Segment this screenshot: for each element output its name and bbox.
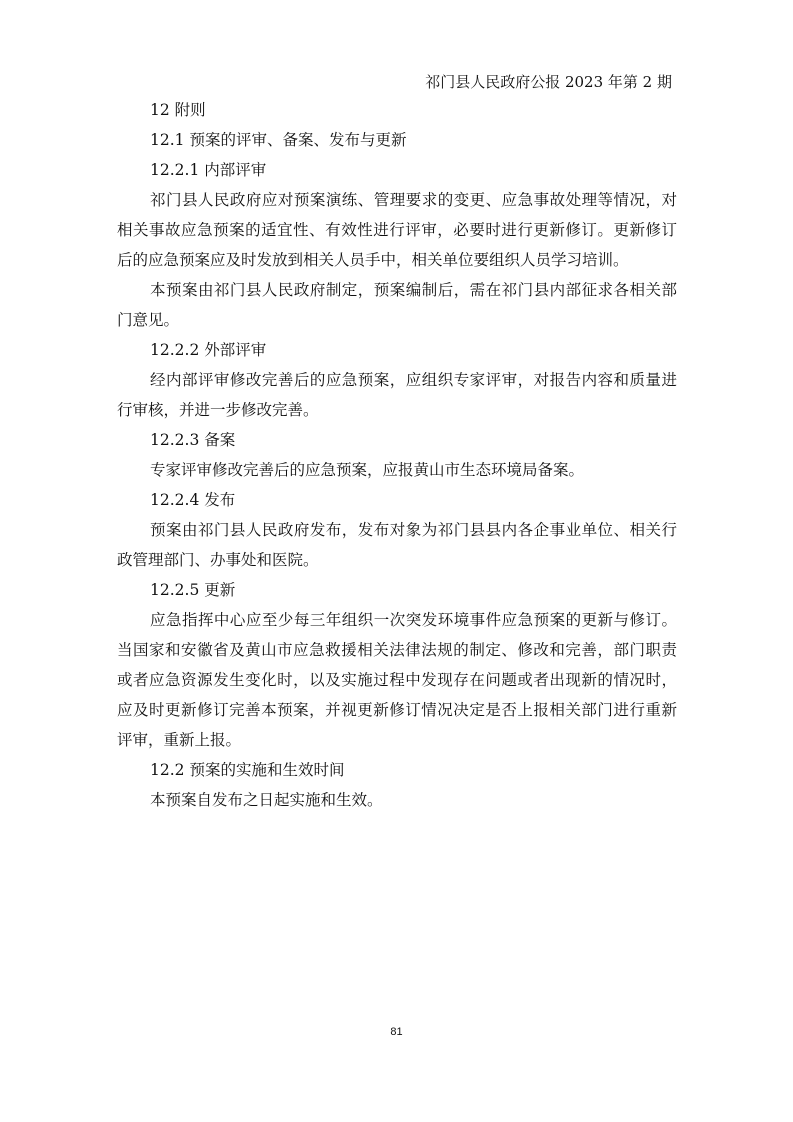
- subsection-heading-filing: 12.2.3 备案: [150, 431, 236, 449]
- page-number: 81: [390, 1026, 403, 1038]
- paragraph-line: 应急指挥中心应至少每三年组织一次突发环境事件应急预案的更新与修订。: [150, 611, 677, 629]
- paragraph-line: 预案由祁门县人民政府发布，发布对象为祁门县县内各企事业单位、相关行: [150, 521, 677, 539]
- paragraph-line: 当国家和安徽省及黄山市应急救援相关法律法规的制定、修改和完善，部门职责: [117, 641, 677, 659]
- paragraph-line: 应及时更新修订完善本预案，并视更新修订情况决定是否上报相关部门进行重新: [117, 701, 677, 719]
- section-heading-implementation: 12.2 预案的实施和生效时间: [150, 761, 345, 779]
- paragraph-line: 祁门县人民政府应对预案演练、管理要求的变更、应急事故处理等情况，对: [150, 191, 677, 209]
- section-heading-appendix: 12 附则: [150, 101, 206, 119]
- paragraph-line: 或者应急资源发生变化时，以及实施过程中发现存在问题或者出现新的情况时，: [117, 671, 677, 689]
- paragraph-line: 相关事故应急预案的适宜性、有效性进行评审，必要时进行更新修订。更新修订: [117, 221, 677, 239]
- paragraph-line: 后的应急预案应及时发放到相关人员手中，相关单位要组织人员学习培训。: [117, 251, 629, 269]
- paragraph-line: 本预案由祁门县人民政府制定，预案编制后，需在祁门县内部征求各相关部: [150, 281, 677, 299]
- paragraph-line: 评审，重新上报。: [117, 731, 242, 749]
- subsection-heading-release: 12.2.4 发布: [150, 491, 236, 509]
- subsection-heading-external-review: 12.2.2 外部评审: [150, 341, 267, 359]
- subsection-heading-update: 12.2.5 更新: [150, 581, 236, 599]
- paragraph-line: 专家评审修改完善后的应急预案，应报黄山市生态环境局备案。: [150, 461, 585, 479]
- paragraph-line: 本预案自发布之日起实施和生效。: [150, 791, 383, 809]
- document-body: [117, 95, 677, 815]
- paragraph-line: 经内部评审修改完善后的应急预案，应组织专家评审，对报告内容和质量进: [150, 371, 677, 389]
- subsection-heading-internal-review: 12.2.1 内部评审: [150, 161, 267, 179]
- page-header: 祁门县人民政府公报 2023 年第 2 期: [425, 73, 672, 91]
- section-heading-review-filing: 12.1 预案的评审、备案、发布与更新: [150, 131, 407, 149]
- paragraph-line: 行审核，并进一步修改完善。: [117, 401, 319, 419]
- paragraph-line: 门意见。: [117, 311, 180, 329]
- paragraph-line: 政管理部门、办事处和医院。: [117, 551, 319, 569]
